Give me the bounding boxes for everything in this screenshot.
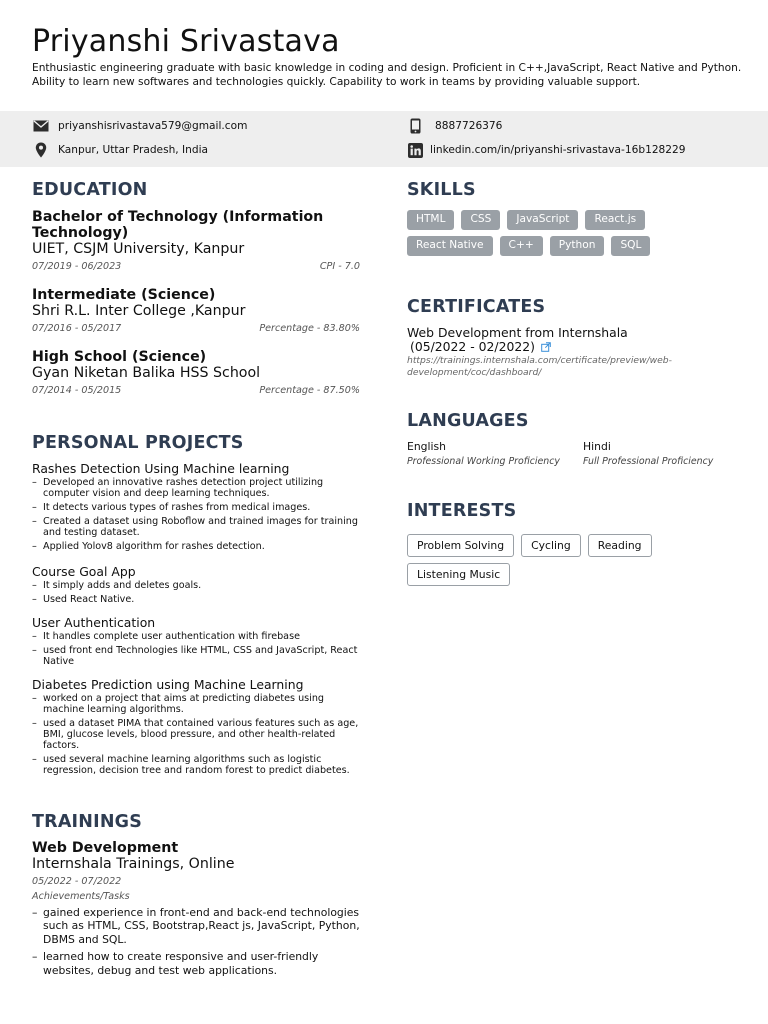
language-level: Full Professional Proficiency bbox=[583, 456, 714, 467]
email-text: priyanshisrivastava579@gmail.com bbox=[58, 120, 248, 132]
project-entry bbox=[32, 677, 360, 779]
list-item: – Developed an innovative rashes detection project utilizing computer vision and deep learning techniques. bbox=[32, 477, 360, 499]
certificate-name: Web Development from Internshala bbox=[407, 325, 628, 340]
external-link-icon[interactable] bbox=[541, 342, 551, 352]
education-meta bbox=[32, 385, 360, 396]
skill-tag: SQL bbox=[611, 236, 650, 256]
school-name: UIET, CSJM University, Kanpur bbox=[32, 241, 245, 257]
project-bullets bbox=[32, 580, 360, 605]
degree-title: High School (Science) bbox=[32, 349, 207, 365]
mail-icon bbox=[33, 118, 49, 134]
education-meta bbox=[32, 323, 360, 334]
school-name: Shri R.L. Inter College ,Kanpur bbox=[32, 303, 246, 319]
education-dates: 07/2014 - 05/2015 bbox=[32, 385, 122, 396]
certificate-date-row bbox=[407, 340, 707, 354]
languages-heading: LANGUAGES bbox=[407, 411, 529, 431]
education-dates: 07/2016 - 05/2017 bbox=[32, 323, 122, 334]
education-entry bbox=[32, 209, 360, 272]
education-score: Percentage - 87.50% bbox=[259, 385, 360, 396]
education-score: Percentage - 83.80% bbox=[259, 323, 360, 334]
project-title: Diabetes Prediction using Machine Learning bbox=[32, 677, 304, 692]
linkedin-text: linkedin.com/in/priyanshi-srivastava-16b128229 bbox=[430, 144, 686, 156]
projects-heading: PERSONAL PROJECTS bbox=[32, 433, 244, 453]
language-level: Professional Working Proficiency bbox=[407, 456, 560, 467]
training-subhead-row bbox=[32, 891, 360, 902]
training-meta bbox=[32, 876, 360, 887]
location-text: Kanpur, Uttar Pradesh, India bbox=[58, 144, 209, 156]
interest-tag: Problem Solving bbox=[407, 534, 514, 557]
education-entry bbox=[32, 349, 360, 396]
education-entry bbox=[32, 287, 360, 334]
list-item: – used a dataset PIMA that contained various features such as age, BMI, glucose levels, blood pressure, and other health-related factors. bbox=[32, 718, 360, 752]
skills-list bbox=[407, 210, 667, 256]
education-meta bbox=[32, 261, 360, 272]
language-entry bbox=[583, 440, 753, 467]
interests-list bbox=[407, 534, 737, 586]
project-title: Rashes Detection Using Machine learning bbox=[32, 461, 290, 476]
list-item: – It handles complete user authentication with firebase bbox=[32, 631, 360, 642]
summary-text: Enthusiastic engineering graduate with basic knowledge in coding and design. Proficient in C++,JavaScript, React Native and Python. Ability to learn new softwares and technologies quickly. Capability to work in teams by providing valuable support. bbox=[32, 62, 742, 88]
degree-title: Bachelor of Technology (Information Technology) bbox=[32, 209, 324, 241]
list-item: – Applied Yolov8 algorithm for rashes detection. bbox=[32, 541, 360, 552]
phone-text: 8887726376 bbox=[435, 120, 503, 132]
education-score: CPI - 7.0 bbox=[319, 261, 360, 272]
language-name: Hindi bbox=[583, 440, 611, 453]
project-title: Course Goal App bbox=[32, 564, 136, 579]
contact-email[interactable] bbox=[33, 118, 247, 134]
project-title: User Authentication bbox=[32, 615, 156, 630]
list-item: – Created a dataset using Roboflow and trained images for training and testing dataset. bbox=[32, 516, 360, 538]
skill-tag: C++ bbox=[500, 236, 543, 256]
language-name: English bbox=[407, 440, 446, 453]
training-bullets bbox=[32, 906, 360, 977]
certificate-link[interactable]: https://trainings.internshala.com/certificate/preview/web-development/coc/dashboard/ bbox=[407, 355, 672, 378]
interest-tag: Listening Music bbox=[407, 563, 510, 586]
skill-tag: HTML bbox=[407, 210, 454, 230]
project-entry bbox=[32, 564, 360, 608]
training-course: Web Development bbox=[32, 840, 179, 856]
contact-phone[interactable] bbox=[407, 118, 502, 134]
interest-tag: Cycling bbox=[521, 534, 581, 557]
contact-linkedin[interactable] bbox=[407, 142, 686, 158]
training-org: Internshala Trainings, Online bbox=[32, 856, 235, 872]
list-item: – It detects various types of rashes from medical images. bbox=[32, 502, 360, 513]
interest-tag: Reading bbox=[588, 534, 652, 557]
linkedin-icon bbox=[407, 142, 423, 158]
training-subhead: Achievements/Tasks bbox=[32, 891, 130, 902]
list-item: – It simply adds and deletes goals. bbox=[32, 580, 360, 591]
project-entry bbox=[32, 615, 360, 670]
list-item: – learned how to create responsive and user-friendly websites, debug and test web applications. bbox=[32, 950, 360, 977]
school-name: Gyan Niketan Balika HSS School bbox=[32, 365, 261, 381]
certificate-dates: (05/2022 - 02/2022) bbox=[410, 339, 535, 354]
list-item: – gained experience in front-end and back-end technologies such as HTML, CSS, Bootstrap,React js, JavaScript, Python, DBMS and SQL. bbox=[32, 906, 360, 946]
list-item: – Used React Native. bbox=[32, 594, 360, 605]
location-pin-icon bbox=[33, 142, 49, 158]
contact-bar bbox=[0, 111, 768, 167]
degree-title: Intermediate (Science) bbox=[32, 287, 216, 303]
project-bullets bbox=[32, 693, 360, 777]
list-item: – used several machine learning algorithms such as logistic regression, decision tree and random forest to predict diabetes. bbox=[32, 754, 360, 776]
training-entry bbox=[32, 840, 360, 981]
certificates-heading: CERTIFICATES bbox=[407, 297, 546, 317]
candidate-name: Priyanshi Srivastava bbox=[32, 24, 340, 59]
skill-tag: CSS bbox=[461, 210, 500, 230]
education-heading: EDUCATION bbox=[32, 180, 148, 200]
skill-tag: Python bbox=[550, 236, 605, 256]
list-item: – used front end Technologies like HTML, CSS and JavaScript, React Native bbox=[32, 645, 360, 667]
training-dates: 05/2022 - 07/2022 bbox=[32, 876, 122, 887]
education-dates: 07/2019 - 06/2023 bbox=[32, 261, 122, 272]
skills-heading: SKILLS bbox=[407, 180, 476, 200]
certificate-entry bbox=[407, 325, 707, 378]
project-bullets bbox=[32, 477, 360, 552]
skill-tag: React Native bbox=[407, 236, 493, 256]
project-bullets bbox=[32, 631, 360, 667]
skill-tag: JavaScript bbox=[507, 210, 578, 230]
contact-location bbox=[33, 142, 208, 158]
trainings-heading: TRAININGS bbox=[32, 812, 143, 832]
interests-heading: INTERESTS bbox=[407, 501, 517, 521]
skill-tag: React.js bbox=[585, 210, 645, 230]
phone-icon bbox=[407, 118, 423, 134]
project-entry bbox=[32, 461, 360, 555]
list-item: – worked on a project that aims at predicting diabetes using machine learning algorithms. bbox=[32, 693, 360, 715]
